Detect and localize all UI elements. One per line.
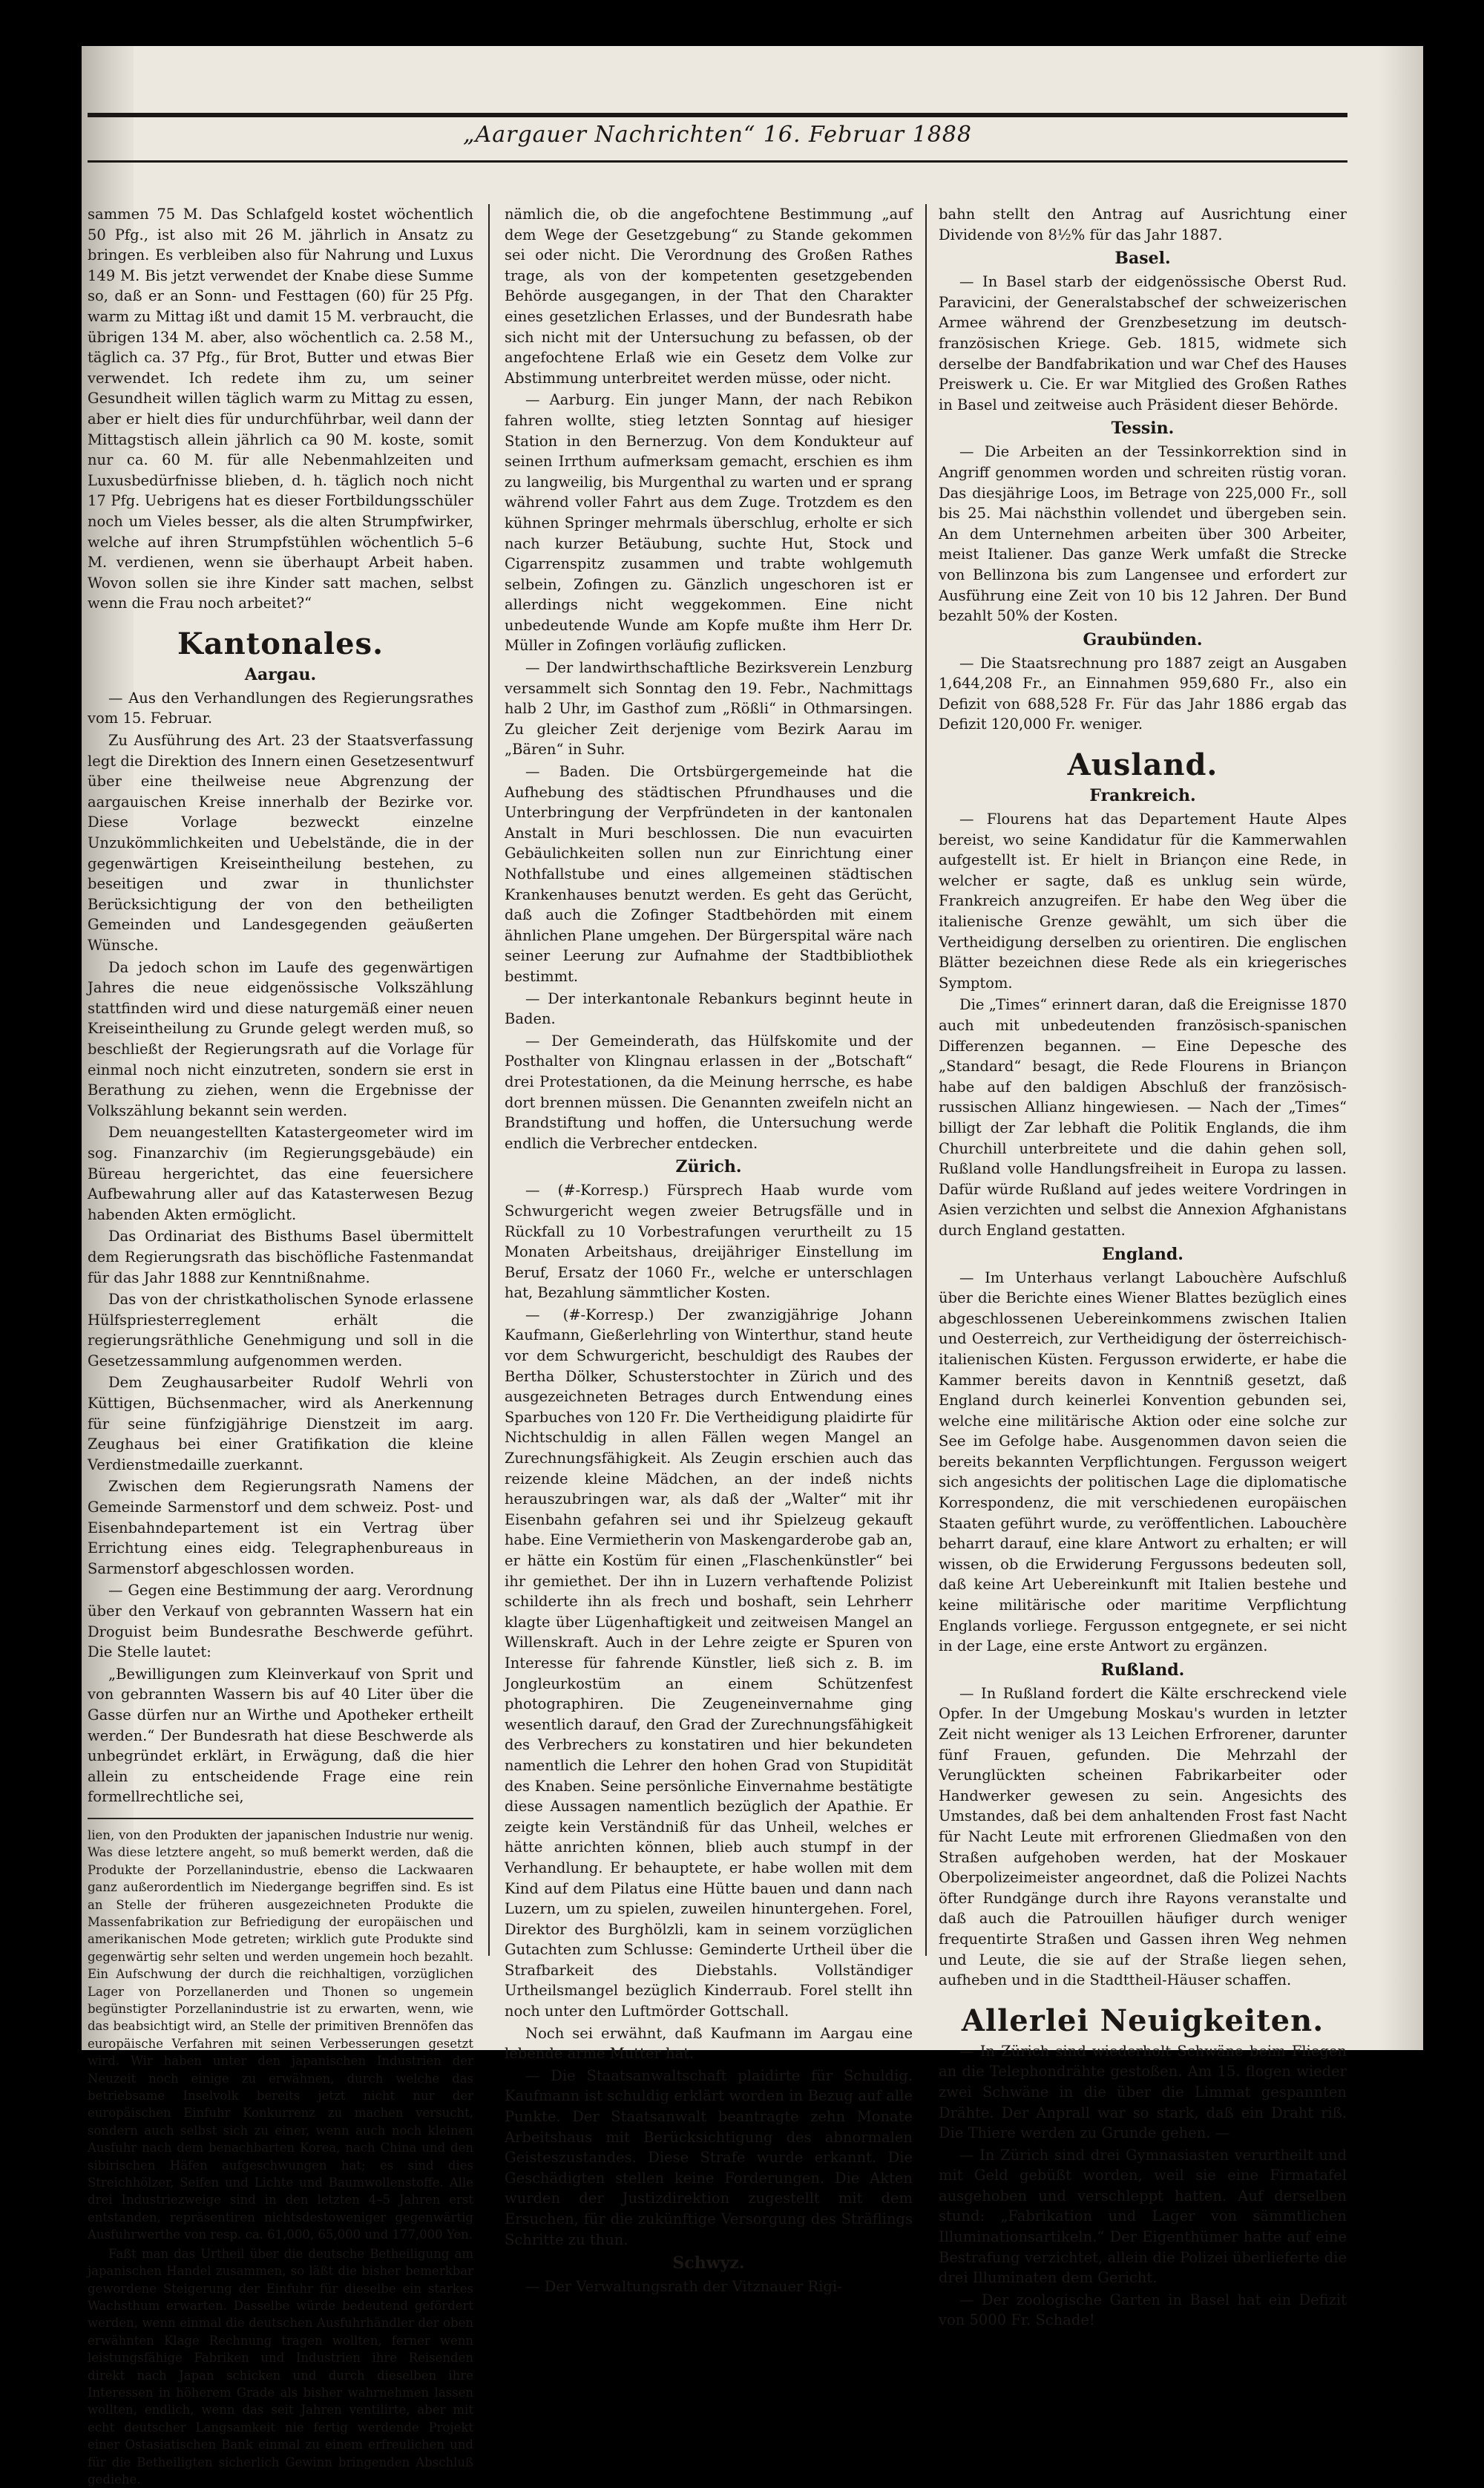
article-paragraph: — Gegen eine Bestimmung der aarg. Verordnung über den Verkauf von gebrannten Wassern hat ein Droguist beim Bundesrathe Beschwerde geführt. Die Stelle lautet:	[88, 1582, 473, 1661]
subheading-tessin: Tessin.	[1111, 419, 1175, 439]
column-divider-2	[925, 204, 927, 1956]
section-heading-ausland: Ausland.	[1067, 747, 1218, 783]
article-paragraph: Das Ordinariat des Bisthums Basel übermittelt dem Regierungsrath das bischöfliche Fastenmandat für das Jahr 1888 zur Kenntnißnahme.	[88, 1228, 473, 1286]
masthead-rule-bottom	[88, 160, 1347, 163]
article-paragraph: sammen 75 M. Das Schlafgeld kostet wöchentlich 50 Pfg., ist also mit 26 M. jährlich in Ansatz zu bringen. Es verbleiben also für Nahrung und Luxus 149 M. Bis jetzt verwendet der Knabe diese Summe so, daß er an Sonn- und Festtagen (60) für 25 Pfg. warm zu Mittag ißt und damit 15 M. verbraucht, die übrigen 134 M. aber, also wöchentlich ca. 2.58 M., täglich ca. 37 Pfg., für Brot, Butter und etwas Bier verwendet. Ich redete ihm zu, um seiner Gesundheit willen täglich warm zu Mittag zu essen, aber er hielt dies für undurchführbar, weil dann der Mittagstisch allein jährlich ca 90 M. koste, somit nur ca. 60 M. für alle Nebenmahlzeiten und Luxusbedürfnisse blieben, d. h. täglich noch nicht 17 Pfg. Uebrigens hat es dieser Fortbildungsschüler noch um Vieles besser, als die alten Strumpfwirker, welche auf ihren Strumpfstühlen wöchentlich 5–6 M. verdienen, wenn sie überhaupt Arbeit haben. Wovon sollen sie ihre Kinder satt machen, selbst wenn die Frau noch arbeitet?“	[88, 206, 473, 612]
article-paragraph: nämlich die, ob die angefochtene Bestimmung „auf dem Wege der Gesetzgebung“ zu Stande gekommen sei oder nicht. Die Verordnung des Großen Rathes trage, als von der kompetenten gesetzgebenden Behörde ausgegangen, in der That den Charakter eines gesetzlichen Erlasses, und der Bundesrath habe sich nicht mit der Untersuchung zu befassen, ob der angefochtene Erlaß wie ein Gesetz dem Volke zur Abstimmung unterbreitet werden müsse, oder nicht.	[505, 206, 913, 387]
article-paragraph: Zwischen dem Regierungsrath Namens der Gemeinde Sarmenstorf und dem schweiz. Post- und Eisenbahndepartement ist ein Vertrag über Errichtung eines eidg. Telegraphenbureaus in Sarmenstorf abgeschlossen worden.	[88, 1478, 473, 1577]
article-paragraph: — Der Verwaltungsrath der Vitznauer Rigi-	[525, 2278, 842, 2296]
article-paragraph: — Aarburg. Ein junger Mann, der nach Rebikon fahren wollte, stieg letzten Sonntag auf hiesiger Station in den Bernerzug. Von dem Kondukteur auf seinen Irrthum aufmerksam gemacht, erschien es ihm zu langweilig, bis Murgenthal zu warten und er sprang während voller Fahrt aus dem Zuge. Trotzdem es den kühnen Springer mehrmals überschlug, erholte er sich nach kurzer Betäubung, suchte Hut, Stock und Cigarrenspitz zusammen und trabte wohlgemuth selbein, Zofingen zu. Gänzlich ungeschoren ist er allerdings nicht weggekommen. Eine nicht unbedeutende Wunde am Kopfe mußte ihm Herr Dr. Müller in Zofingen vorläufig zuflicken.	[505, 391, 913, 655]
feuilleton-paragraph: Faßt man das Urtheil über die deutsche Betheiligung am japanischen Handel zusammen, so läßt die bisher bemerkbar gewordene Steigerung der Einfuhr für dieselbe ein starkes Wachsthum erwarten. Dasselbe würde bedeutend gefördert werden, wenn einmal die deutschen Ausfuhrhändler der oben erwähnten Klage Rechnung tragen wollten, ferner wenn leistungsfähige Fabriken und Industrien ihre Reisenden direkt nach Japan schicken und durch dieselben ihre Interessen in höherem Grade als bisher wahrnehmen lassen wollten, endlich, wenn das seit Jahren ventilirte, aber mit echt deutscher Langsamkeit nie fertig werdende Projekt einer Ostasiatischen Bank einmal zu einem erfreulichen und für die Betheiligten sicherlich Gewinn bringenden Abschluß gediehe.	[88, 2246, 473, 2487]
article-paragraph: — Der zoologische Garten in Basel hat ein Defizit von 5000 Fr. Schade!	[939, 2291, 1347, 2329]
feuilleton-paragraph: lien, von den Produkten der japanischen Industrie nur wenig. Was diese letztere angeht, so muß bemerkt werden, daß die Produkte der Porzellanindustrie, ebenso die Lackwaaren ganz außerordentlich im Niedergange begriffen sind. Es ist an Stelle der früheren ausgezeichneten Produkte die Massenfabrikation zur Befriedigung der europäischen und amerikanischen Mode getreten; wirklich gute Produkte sind gegenwärtig sehr selten und werden ungemein hoch bezahlt. Ein Aufschwung der durch die reichhaltigen, vorzüglichen Lager von Porzellanerden und Thonen so ungemein begünstigter Porzellanindustrie ist zu erwarten, wenn, wie das beabsichtigt wird, an Stelle der primitiven Brennöfen das europäische Verfahren mit seinen Verbesserungen gesetzt wird. Wir haben unter den japanischen Industrien der Neuzeit noch einige zu erwähnen, durch welche das betriebsame Inselvolk bereits jetzt nicht nur der europäischen Einfuhr Konkurrenz zu machen versucht, sondern auch selbst sich zu einer, wenn auch noch kleinen Ausfuhr nach dem benachbarten Korea, nach China und den sibirischen Häfen aufgeschwungen hat; es sind dies Streichhölzer, Seifen und Lichte und Baumwollenstoffe. Alle drei Industriezweige sind in den letzten 4–5 Jahren erst entstanden, repräsentiren nichtsdestoweniger gegenwärtig Ausfuhrwerthe von resp. ca. 61,000, 65,000 und 177,000 Yen.	[88, 1827, 473, 2242]
article-paragraph: — Die Arbeiten an der Tessinkorrektion sind in Angriff genommen worden und schreiten rüstig voran. Das diesjährige Loos, im Betrage von 225,000 Fr., soll bis 25. Mai nächsthin vollendet und übergeben sein. An dem Unternehmen arbeiten über 300 Arbeiter, meist Italiener. Das ganze Werk umfaßt die Strecke von Bellinzona bis zum Langensee und erfordert zur Ausführung eine Zeit von 10 bis 12 Jahren. Der Bund bezahlt 50% der Kosten.	[939, 443, 1347, 625]
article-paragraph: — In Rußland fordert die Kälte erschreckend viele Opfer. In der Umgebung Moskau's wurden in letzter Zeit nicht weniger als 13 Leichen Erfrorener, darunter fünf Frauen, gefunden. Die Mehrzahl der Verunglückten scheinen Fabrikarbeiter oder Handwerker gewesen zu sein. Angesichts des Umstandes, daß bei dem anhaltenden Frost fast Nacht für Nacht Leute mit erfrorenen Gliedmaßen von den Straßen aufgehoben werden, hat der Moskauer Oberpolizeimeister angeordnet, daß die Polizei Nachts öfter Rundgänge durch ihre Rayons veranstalte und daß auch die Patrouillen häufiger durch weniger frequentirte Straßen und Gassen ihren Weg nehmen und Leute, die sie auf der Straße liegen sehen, aufheben und in die Stadttheil-Häuser schaffen.	[939, 1684, 1347, 1989]
masthead-rule-top	[88, 113, 1347, 117]
article-paragraph: Zu Ausführung des Art. 23 der Staatsverfassung legt die Direktion des Innern einen Gesetzesentwurf über eine theilweise neue Abgrenzung der aargauischen Kreise innerhalb der Bezirke vor. Diese Vorlage bezweckt einzelne Unzukömmlichkeiten und Uebelstände, die in der gegenwärtigen Kreiseintheilung bestehen, zu beseitigen und zwar in thunlichster Berücksichtigung der von den betheiligten Gemeinden und Landesgegenden geäußerten Wünsche.	[88, 732, 473, 954]
article-paragraph: — Die Staatsrechnung pro 1887 zeigt an Ausgaben 1,644,208 Fr., an Einnahmen 959,680 Fr., also ein Defizit von 688,528 Fr. Für das Jahr 1886 ergab das Defizit 120,000 Fr. weniger.	[939, 654, 1347, 733]
article-paragraph: bahn stellt den Antrag auf Ausrichtung einer Dividende von 8½% für das Jahr 1887.	[939, 206, 1347, 243]
article-paragraph: — Die Staatsanwaltschaft plaidirte für Schuldig. Kaufmann ist schuldig erklärt worden in Bezug auf alle Punkte. Der Staatsanwalt beantragte zehn Monate Arbeitshaus mit Berücksichtigung des abnormalen Geisteszustandes. Diese Strafe wurde erkannt. Die Geschädigten stellen keine Forderungen. Die Akten wurden der Justizdirektion zugestellt mit dem Ersuchen, für die zukünftige Versorgung des Sträflings Schritte zu thun.	[505, 2066, 913, 2248]
article-paragraph: Dem neuangestellten Katastergeometer wird im sog. Finanzarchiv (im Regierungsgebäude) ein Büreau hergerichtet, das eine feuersichere Aufbewahrung aller auf das Katasterwesen Bezug habenden Akten ermöglicht.	[88, 1124, 473, 1223]
subheading-england: England.	[1102, 1244, 1183, 1264]
article-paragraph: Noch sei erwähnt, daß Kaufmann im Aargau eine lebende arme Mutter hat.	[505, 2024, 913, 2063]
page-right-edge	[1379, 46, 1423, 2050]
article-paragraph: — Flourens hat das Departement Haute Alpes bereist, wo seine Kandidatur für die Kammerwahlen aufgestellt ist. Er hielt in Briançon eine Rede, in welcher er sagte, daß es unklug sein würde, Frankreich anzugreifen. Er habe den Weg über die italienische Grenze gewählt, um sich über die Vertheidigung derselben zu orientiren. Die englischen Blätter bezeichnen diese Rede als ein kriegerisches Symptom.	[939, 811, 1347, 992]
subheading-basel: Basel.	[1114, 249, 1171, 269]
feuilleton-divider	[88, 1818, 473, 1819]
article-paragraph: — Baden. Die Ortsbürgergemeinde hat die Aufhebung des städtischen Pfrundhauses und die Unterbringung der Verpfründeten in der kantonalen Anstalt in Muri beschlossen. Die nun evacuirten Gebäulichkeiten sollen nun zur Einrichtung einer Nothfallstube und eines allgemeinen städtischen Krankenhauses benutzt werden. Es geht das Gerücht, daß auch die Zofinger Stadtbehörden mit einem ähnlichen Plane umgehen. Der Bürgerspital wäre nach seiner Leerung zur Aufnahme der Stadtbibliothek bestimmt.	[505, 763, 913, 985]
column-divider-1	[488, 204, 490, 1956]
subheading-aargau: Aargau.	[244, 664, 317, 684]
article-paragraph: — Der Gemeinderath, das Hülfskomite und der Posthalter von Klingnau erlassen in der „Botschaft“ drei Protestationen, da die Meinung herrsche, es habe dort brennen müssen. Die Genannten zweifeln nicht an Brandstiftung und hoffen, die Untersuchung werde endlich die Verbrecher entdecken.	[505, 1032, 913, 1152]
article-paragraph: Die „Times“ erinnert daran, daß die Ereignisse 1870 auch mit unbedeutenden französisch-spanischen Differenzen begannen. — Eine Depesche des „Standard“ besagt, die Rede Flourens in Briançon habe auf den baldigen Abschluß der französisch-russischen Allianz hingewiesen. — Nach der „Times“ billigt der Zar lebhaft die Politik Englands, die ihm Churchill unterbreitete und die dahin gehen soll, Rußland volle Handlungsfreiheit in Europa zu lassen. Dafür würde Rußland auf jedes weitere Vordringen in Asien verzichten und selbst die Annexion Afghanistans durch England gestatten.	[939, 996, 1347, 1239]
article-paragraph: — (#-Korresp.) Fürsprech Haab wurde vom Schwurgericht wegen zweier Betrugsfälle und in Rückfall zu 10 Vorbestrafungen verurtheilt zu 15 Monaten Arbeitshaus, dreijähriger Einstellung im Beruf, Ersatz der 1060 Fr., welche er unterschlagen hat, Bezahlung sämmtlicher Kosten.	[505, 1182, 913, 1302]
article-paragraph: Das von der christkatholischen Synode erlassene Hülfspriesterreglement erhält die regierungsräthliche Genehmigung und soll in die Gesetzessammlung aufgenommen werden.	[88, 1291, 473, 1369]
article-paragraph: — In Zürich sind wiederholt Schwäne beim Fliegen an die Telephondrähte gestoßen. Am 15. flogen wieder zwei Schwäne in die über die Limmat gespannten Drähte. Der Anprall war so stark, daß ein Draht riß. Die Thiere werden zu Grunde gehen. —	[939, 2042, 1347, 2142]
column-2	[505, 204, 913, 2296]
subheading-graubuenden: Graubünden.	[1083, 629, 1203, 649]
masthead-bar	[88, 113, 1347, 165]
section-heading-kantonales: Kantonales.	[177, 626, 384, 661]
subheading-frankreich: Frankreich.	[1089, 786, 1196, 806]
article-paragraph: Dem Zeughausarbeiter Rudolf Wehrli von Küttigen, Büchsenmacher, wird als Anerkennung für seine fünfzigjährige Dienstzeit im aarg. Zeughaus bei einer Gratifikation die kleine Verdienstmedaille zuerkannt.	[88, 1374, 473, 1473]
article-paragraph: — Aus den Verhandlungen des Regierungsrathes vom 15. Februar.	[88, 689, 473, 727]
article-paragraph: — Im Unterhaus verlangt Labouchère Aufschluß über die Berichte eines Wiener Blattes bezüglich eines abgeschlossenen Uebereinkommens zwischen Italien und Oesterreich, zur Vertheidigung der österreichisch-italienischen Küsten. Fergusson erwiderte, er habe die Kammer bereits davon in Kenntniß gesetzt, daß England durch keinerlei Konvention gebunden sei, welche eine militärische Aktion oder eine solche zur See im Gefolge habe. Ausgenommen davon seien die bereits bekannten Verpflichtungen. Fergusson weigert sich angesichts der politischen Lage die diplomatische Korrespondenz, die mit verschiedenen europäischen Staaten geführt wurde, zu veröffentlichen. Labouchère beharrt darauf, eine klare Antwort zu erhalten; er will wissen, ob die Erwiderung Fergussons bedeuten soll, daß keine Art Uebereinkunft mit Italien bestehe und keine militärische oder maritime Verpflichtung Englands vorliege. Fergusson entgegnete, er sei nicht in der Lage, eine erste Antwort zu ergänzen.	[939, 1268, 1347, 1655]
article-paragraph: Da jedoch schon im Laufe des gegenwärtigen Jahres die neue eidgenössische Volkszählung stattfinden wird und diese naturgemäß einer neuen Kreiseintheilung zu Grunde gelegt werden muß, so beschließt der Regierungsrath auf die Vorlage für einmal noch nicht einzutreten, sondern sie erst in Berathung zu ziehen, wenn die Ergebnisse der Volkszählung bekannt sein werden.	[88, 958, 473, 1119]
section-heading-allerlei: Allerlei Neuigkeiten.	[961, 2003, 1324, 2038]
column-1	[88, 204, 473, 2487]
article-paragraph: — In Zürich sind drei Gymnasiasten verurtheilt und mit Geld gebüßt worden, weil sie eine Firmatafel ausgehoben und verschleppt hatten. Auf derselben stund: „Fabrikation und Lager von sämmtlichen Illuminationsartikeln.“ Der Eigenthümer hatte auf eine Bestrafung verzichtet, allein die Polizei überlieferte die drei Illuminaten dem Gericht.	[939, 2146, 1347, 2287]
subheading-schwyz: Schwyz.	[672, 2253, 745, 2273]
column-3	[939, 204, 1347, 2329]
article-paragraph: — In Basel starb der eidgenössische Oberst Rud. Paravicini, der Generalstabschef der schweizerischen Armee während der Grenzbesetzung im deutsch-französischen Kriege. Geb. 1815, widmete sich derselbe der Bandfabrikation und war Chef des Hauses Preiswerk u. Cie. Er war Mitglied des Großen Rathes in Basel und zeitweise auch Präsident dieser Behörde.	[939, 273, 1347, 413]
article-paragraph: „Bewilligungen zum Kleinverkauf von Sprit und von gebrannten Wassern bis auf 40 Liter über die Gasse dürfen nur an Wirthe und Apotheker ertheilt werden.“ Der Bundesrath hat diese Beschwerde als unbegründet erklärt, in Erwägung, daß die hier allein zu entscheidende Frage eine rein formellrechtliche sei,	[88, 1665, 473, 1806]
article-paragraph: — Der interkantonale Rebankurs beginnt heute in Baden.	[505, 989, 913, 1028]
subheading-russland: Rußland.	[1100, 1660, 1185, 1680]
article-paragraph: — (#-Korresp.) Der zwanzigjährige Johann Kaufmann, Gießerlehrling von Winterthur, stand heute vor dem Schwurgericht, beschuldigt des Raubes der Bertha Dölker, Schusterstochter in Zürich und des ausgezeichneten Betrages durch Entwendung eines Sparbuches von 120 Fr. Die Vertheidigung plaidirte für Nichtschuldig in allen Fällen wegen Mangel an Zurechnungsfähigkeit. Als Zeugin erschien auch das reizende kleine Mädchen, an der indeß nichts herauszubringen war, als daß der „Walter“ mit ihr Eisenbahn gefahren sei und ihr Spielzeug gekauft habe. Eine Vermietherin von Maskengarderobe gab an, er hätte ein Kostüm für einen „Flaschenkünstler“ bei ihr gemiethet. Der ihn in Luzern verhaftende Polizist schilderte ihn als frech und boshaft, sein Lehrherr klagte über Lügenhaftigkeit und zeitweisen Mangel an Willenskraft. Auch in der Lehre zeigte er Spuren von Interesse für fahrende Künstler, ließ sich z. B. im Jongleurkostüm an einem Schützenfest photographiren. Die Zeugeneinvernahme ging wesentlich darauf, den Grad der Zurechnungsfähigkeit des Verbrechers zu konstatiren und hier bekundeten namentlich die Lehrer den hohen Grad von Stupidität des Knaben. Seine persönliche Einvernahme bestätigte diese Aussagen namentlich bezüglich der Apathie. Er zeigte kein Verständniß für das Unheil, welches er hätte anrichten können, blieb auch stumpf in der Verhandlung. Er behauptete, er habe wollen mit dem Kind auf dem Pilatus eine Hütte bauen und dann nach Luzern, um zu spielen, zuweilen hinuntergehen. Forel, Direktor des Burghölzli, kam in seinem vorzüglichen Gutachten zum Schlusse: Geminderte Urtheil über die Strafbarkeit des Diebstahls. Vollständiger Urtheilsmangel bezüglich Kinderraub. Forel stellt ihn noch unter den Luftmörder Gottschall.	[505, 1306, 913, 2020]
masthead-title: „Aargauer Nachrichten“ 16. Februar 1888	[463, 122, 972, 148]
article-paragraph: — Der landwirthschaftliche Bezirksverein Lenzburg versammelt sich Sonntag den 19. Febr., Nachmittags halb 2 Uhr, im Gasthof zum „Rößli“ in Othmarsingen. Zu gleicher Zeit derjenige vom Bezirk Aarau im „Bären“ in Suhr.	[505, 659, 913, 759]
subheading-zuerich: Zürich.	[675, 1157, 742, 1177]
